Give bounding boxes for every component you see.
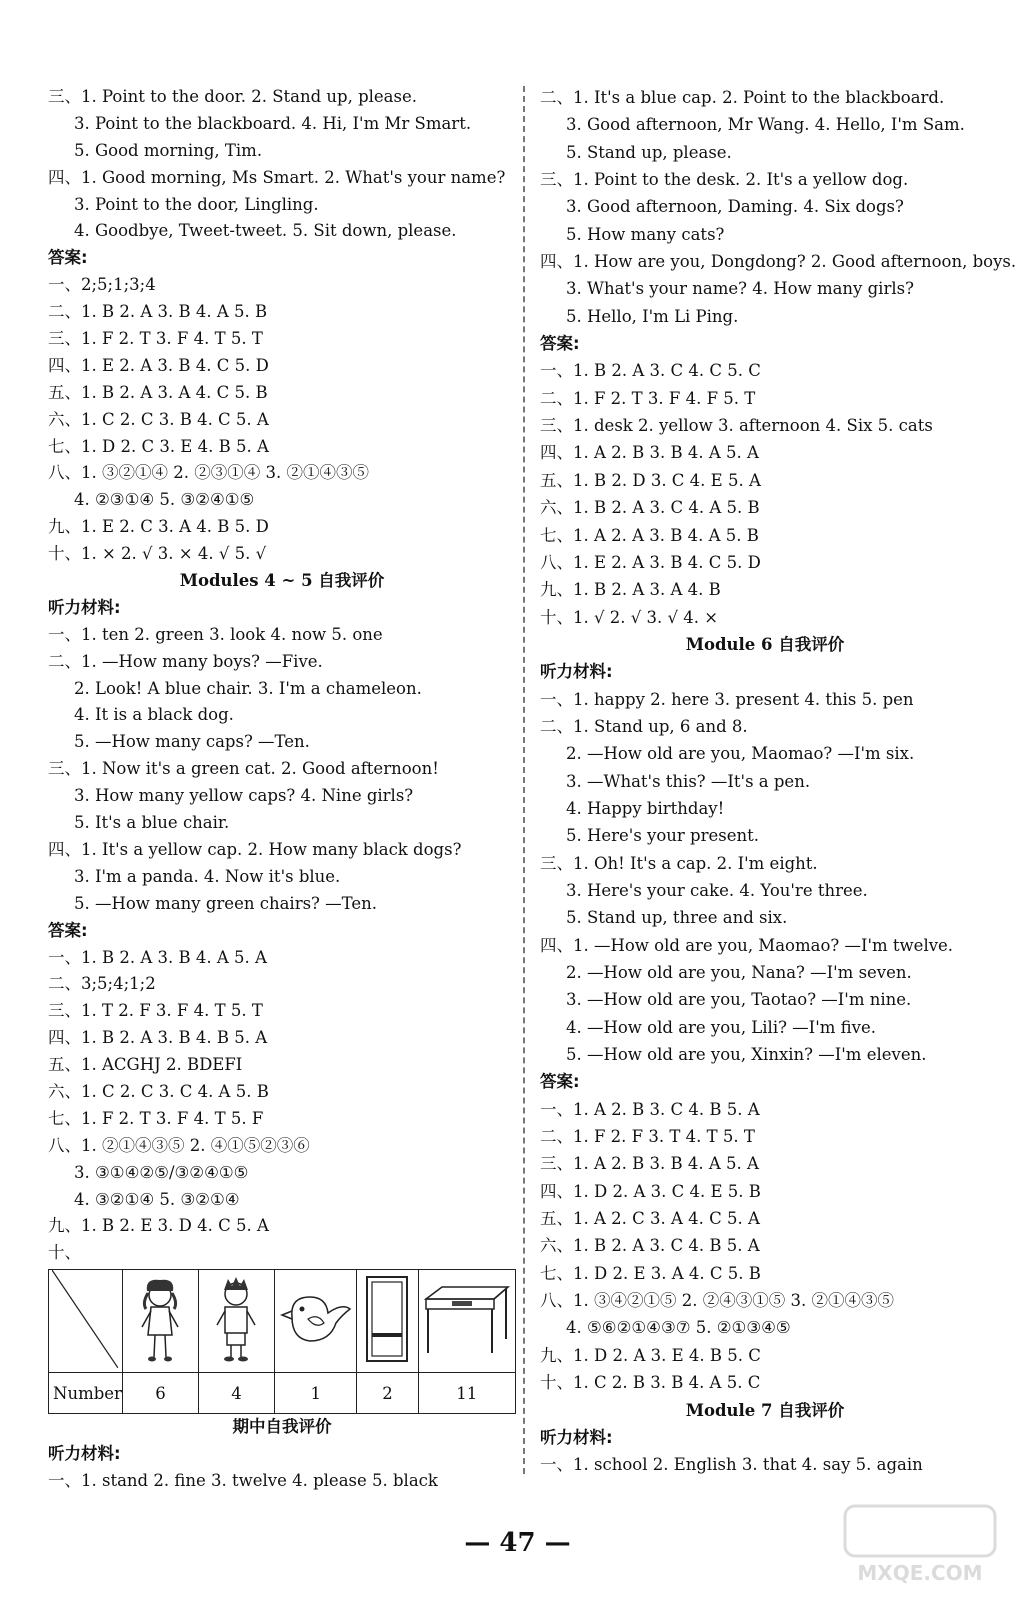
text-line: 五、1. B 2. A 3. A 4. C 5. B: [48, 382, 268, 402]
bird-picture: [275, 1270, 357, 1373]
desk-icon: [422, 1279, 512, 1359]
text-line: 六、1. B 2. A 3. C 4. B 5. A: [540, 1236, 760, 1256]
text-line: 三、1. Oh! It's a cap. 2. I'm eight.: [540, 853, 818, 873]
text-line: 二、3;5;4;1;2: [48, 974, 156, 994]
text-line: 三、1. A 2. B 3. B 4. A 5. A: [540, 1154, 759, 1174]
text-line: 二、1. F 2. F 3. T 4. T 5. T: [540, 1127, 755, 1147]
text-line: 5. Here's your present.: [566, 826, 760, 846]
text-line: 二、1. B 2. A 3. B 4. A 5. B: [48, 302, 268, 322]
boy-picture: [198, 1270, 274, 1373]
text-line: 3. Point to the blackboard. 4. Hi, I'm Mr Smart.: [74, 113, 472, 133]
text-line: 八、1. ③②①④ 2. ②③①④ 3. ②①④③⑤: [48, 463, 369, 483]
text-line: 一、1. school 2. English 3. that 4. say 5. again: [540, 1455, 923, 1475]
boy-icon: [201, 1273, 271, 1365]
text-line: 4. Happy birthday!: [566, 798, 725, 818]
girl-picture: [122, 1270, 198, 1373]
answer-table: [48, 1269, 516, 1414]
text-line: 三、1. Now it's a green cat. 2. Good afternoon!: [48, 759, 439, 779]
text-line: 七、1. F 2. T 3. F 4. T 5. F: [48, 1108, 264, 1128]
text-line: 2. —How old are you, Maomao? —I'm six.: [566, 744, 915, 764]
text-line: 四、1. B 2. A 3. B 4. B 5. A: [48, 1028, 268, 1048]
door-picture: [357, 1270, 418, 1373]
table-number-row: [49, 1373, 516, 1414]
text-line: 一、1. B 2. A 3. C 4. C 5. C: [540, 361, 761, 381]
text-line: 5. —How many caps? —Ten.: [74, 732, 310, 752]
text-line: 八、1. ②①④③⑤ 2. ④①⑤②③⑥: [48, 1135, 310, 1155]
text-line: 5. It's a blue chair.: [74, 813, 230, 833]
section-heading: 答案:: [48, 920, 88, 940]
text-line: 八、1. ③④②①⑤ 2. ②④③①⑤ 3. ②①④③⑤: [540, 1291, 894, 1311]
text-line: 5. —How old are you, Xinxin? —I'm eleven.: [566, 1045, 927, 1065]
column-divider: [523, 86, 525, 1474]
section-title: Module 7 自我评价: [685, 1400, 845, 1420]
text-line: 3. What's your name? 4. How many girls?: [566, 279, 914, 299]
text-line: 4. —How old are you, Lili? —I'm five.: [566, 1017, 876, 1037]
text-line: 5. How many cats?: [566, 224, 725, 244]
section-heading: 听力材料:: [48, 597, 121, 617]
count-door: 2: [357, 1373, 418, 1414]
text-line: 二、1. It's a blue cap. 2. Point to the blackboard.: [540, 88, 945, 107]
text-line: 三、1. Point to the door. 2. Stand up, please.: [48, 87, 417, 106]
watermark-logo: [835, 1500, 1005, 1590]
text-line: 5. Stand up, three and six.: [566, 908, 788, 928]
section-title: Modules 4 ~ 5 自我评价: [179, 571, 385, 591]
text-line: 五、1. A 2. C 3. A 4. C 5. A: [540, 1209, 760, 1229]
text-line: 二、1. Stand up, 6 and 8.: [540, 716, 748, 736]
text-line: 十、1. C 2. B 3. B 4. A 5. C: [540, 1373, 761, 1393]
text-line: 七、1. D 2. C 3. E 4. B 5. A: [48, 436, 269, 456]
text-line: 三、1. Point to the desk. 2. It's a yellow dog.: [540, 170, 909, 190]
section-title: Module 6 自我评价: [685, 634, 845, 654]
diagonal-line-icon: [52, 1270, 118, 1368]
text-line: 一、1. happy 2. here 3. present 4. this 5. pen: [540, 689, 914, 709]
text-line: 四、1. D 2. A 3. C 4. E 5. B: [540, 1181, 761, 1201]
text-line: 六、1. C 2. C 3. B 4. C 5. A: [48, 409, 269, 429]
section-heading: 听力材料:: [540, 1427, 613, 1447]
text-line: 4. ②③①④ 5. ③②④①⑤: [74, 490, 255, 510]
table-corner-cell: [49, 1270, 123, 1373]
page-number: — 47 —: [464, 1528, 571, 1558]
text-line: 七、1. A 2. A 3. B 4. A 5. B: [540, 525, 759, 545]
text-line: 二、1. F 2. T 3. F 4. F 5. T: [540, 388, 756, 408]
row-label-number: Number: [49, 1373, 123, 1414]
text-line: 五、1. B 2. D 3. C 4. E 5. A: [540, 470, 761, 490]
text-line: 九、1. D 2. A 3. E 4. B 5. C: [540, 1345, 761, 1365]
right-text-block: [540, 84, 1017, 1479]
count-bird: 1: [275, 1373, 357, 1414]
text-line: 4. ③②①④ 5. ③②①④: [74, 1189, 240, 1209]
text-line: 九、1. B 2. E 3. D 4. C 5. A: [48, 1216, 269, 1236]
text-line: 十、1. √ 2. √ 3. √ 4. ×: [540, 607, 719, 627]
text-line: 3. ③①④②⑤/③②④①⑤: [74, 1162, 249, 1182]
text-line: 三、1. T 2. F 3. F 4. T 5. T: [48, 1001, 263, 1021]
text-line: 3. —How old are you, Taotao? —I'm nine.: [566, 990, 912, 1010]
text-line: 3. —What's this? —It's a pen.: [566, 771, 811, 791]
count-desk: 11: [418, 1373, 516, 1414]
count-boy: 4: [198, 1373, 274, 1414]
text-line: 一、1. stand 2. fine 3. twelve 4. please 5. black: [48, 1470, 438, 1490]
text-line: 十、: [48, 1243, 81, 1263]
text-line: 4. It is a black dog.: [74, 705, 234, 725]
section-heading: 答案:: [540, 334, 580, 354]
text-line: 四、1. E 2. A 3. B 4. C 5. D: [48, 355, 269, 375]
text-line: 一、1. A 2. B 3. C 4. B 5. A: [540, 1099, 760, 1119]
text-line: 3. Here's your cake. 4. You're three.: [566, 880, 868, 900]
text-line: 一、2;5;1;3;4: [48, 275, 156, 295]
right-column: [540, 84, 1017, 1479]
text-line: 3. How many yellow caps? 4. Nine girls?: [74, 786, 414, 806]
text-line: 九、1. E 2. C 3. A 4. B 5. D: [48, 517, 269, 537]
girl-icon: [125, 1273, 195, 1365]
text-line: 六、1. B 2. A 3. C 4. A 5. B: [540, 498, 760, 518]
left-after-table-block: [48, 1414, 516, 1495]
text-line: 九、1. B 2. A 3. A 4. B: [540, 580, 721, 600]
count-girl: 6: [122, 1373, 198, 1414]
text-line: 六、1. C 2. C 3. C 4. A 5. B: [48, 1081, 269, 1101]
text-line: 三、1. desk 2. yellow 3. afternoon 4. Six 5. cats: [540, 416, 933, 436]
section-heading: 答案:: [48, 248, 88, 268]
text-line: 十、1. × 2. √ 3. × 4. √ 5. √: [48, 544, 267, 564]
text-line: 5. Hello, I'm Li Ping.: [566, 306, 739, 326]
text-line: 3. Good afternoon, Daming. 4. Six dogs?: [566, 197, 904, 217]
section-title: 期中自我评价: [232, 1417, 332, 1437]
watermark-text: MXQE.COM: [857, 1561, 983, 1585]
text-line: 3. Point to the door, Lingling.: [74, 194, 319, 214]
text-line: 七、1. D 2. E 3. A 4. C 5. B: [540, 1263, 761, 1283]
text-line: 一、1. B 2. A 3. B 4. A 5. A: [48, 947, 267, 967]
text-line: 5. Stand up, please.: [566, 142, 732, 162]
desk-picture: [418, 1270, 516, 1373]
door-icon: [359, 1273, 415, 1365]
text-line: 四、1. It's a yellow cap. 2. How many black dogs?: [48, 839, 462, 859]
text-line: 4. ⑤⑥②①④③⑦ 5. ②①③④⑤: [566, 1318, 791, 1338]
text-line: 四、1. —How old are you, Maomao? —I'm twelve.: [540, 935, 954, 955]
text-line: 2. Look! A blue chair. 3. I'm a chameleon.: [74, 678, 422, 698]
text-line: 3. I'm a panda. 4. Now it's blue.: [74, 866, 341, 886]
text-line: 3. Good afternoon, Mr Wang. 4. Hello, I'm Sam.: [566, 115, 965, 135]
text-line: 八、1. E 2. A 3. B 4. C 5. D: [540, 552, 761, 572]
text-line: 5. Good morning, Tim.: [74, 140, 263, 160]
left-column: [48, 84, 516, 1495]
table-image-row: [49, 1270, 516, 1373]
text-line: 2. —How old are you, Nana? —I'm seven.: [566, 963, 912, 982]
text-line: 5. —How many green chairs? —Ten.: [74, 893, 377, 913]
bird-icon: [278, 1279, 354, 1359]
text-line: 四、1. A 2. B 3. B 4. A 5. A: [540, 443, 759, 463]
section-heading: 听力材料:: [540, 662, 613, 682]
section-heading: 答案:: [540, 1072, 580, 1092]
text-line: 二、1. —How many boys? —Five.: [48, 651, 323, 671]
text-line: 4. Goodbye, Tweet-tweet. 5. Sit down, please.: [74, 221, 457, 241]
text-line: 五、1. ACGHJ 2. BDEFI: [48, 1055, 243, 1075]
text-line: 一、1. ten 2. green 3. look 4. now 5. one: [48, 624, 383, 644]
text-line: 三、1. F 2. T 3. F 4. T 5. T: [48, 329, 263, 349]
text-line: 四、1. Good morning, Ms Smart. 2. What's your name?: [48, 167, 506, 187]
left-text-block: [48, 84, 516, 1267]
section-heading: 听力材料:: [48, 1444, 121, 1464]
text-line: 四、1. How are you, Dongdong? 2. Good afternoon, boys.: [540, 252, 1017, 272]
